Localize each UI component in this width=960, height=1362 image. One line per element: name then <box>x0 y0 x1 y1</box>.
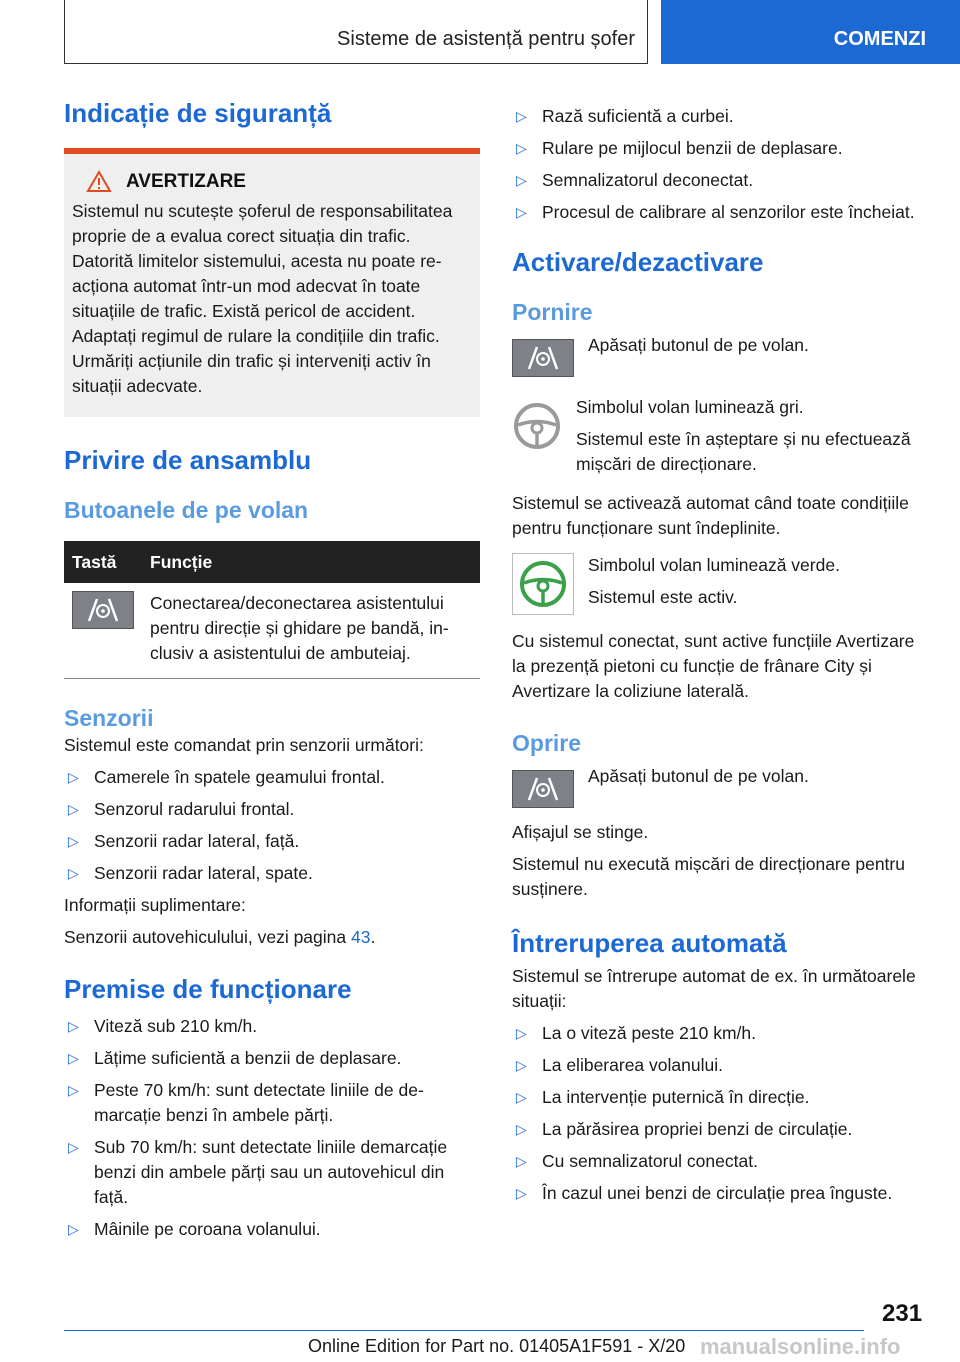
sensors-reference: Senzorii autovehiculului, vezi pagina 43. <box>64 927 376 947</box>
stop-row <box>512 764 926 808</box>
steering-lane-icon <box>523 345 563 371</box>
prereq-list-continued <box>512 104 926 225</box>
list-item: ▷ Cu semnalizatorul conectat. <box>512 1149 926 1174</box>
heading-stop: Oprire <box>512 730 582 756</box>
bullet-triangle-icon: ▷ <box>516 172 527 188</box>
table-header-key: Tastă <box>64 541 142 583</box>
bullet-triangle-icon: ▷ <box>516 1025 527 1041</box>
list-item: ▷ La o viteză peste 210 km/h. <box>512 1021 926 1046</box>
bullet-triangle-icon: ▷ <box>68 865 79 881</box>
page-link[interactable]: 43 <box>351 927 371 947</box>
list-item: ▷ Senzorii radar lateral, față. <box>64 829 480 854</box>
bullet-triangle-icon: ▷ <box>516 108 527 124</box>
lane-assist-button-icon <box>512 339 574 377</box>
gray-steering-wheel-icon <box>512 395 562 457</box>
page-number: 231 <box>882 1300 923 1327</box>
green-text-1: Simbolul volan luminează verde. <box>588 555 840 575</box>
list-item: ▷ Sub 70 km/h: sunt detectate liniile demarcație benzi din ambele părți sau un autovehicul din față. <box>68 1137 448 1207</box>
bullet-triangle-icon: ▷ <box>68 1221 79 1237</box>
header-tab-comenzi[interactable] <box>661 0 960 64</box>
warning-text: Sistemul nu scutește șoferul de responsabilitatea proprie de a evalua corect situația din trafic. Datorită limitelor sistemului, acesta nu poate reacționa automat într-un mod adecvat în toate situațiile de trafic. Există pericol de accident. Adaptați regimul de rulare la condițiile din trafic. Urmăriți acțiunile din trafic și interveniți activ în situații adecvate. <box>72 201 453 396</box>
auto-interrupt-list <box>512 1021 926 1206</box>
bullet-triangle-icon: ▷ <box>516 1121 527 1137</box>
list-item: ▷ Viteză sub 210 km/h. <box>64 1014 480 1039</box>
bullet-triangle-icon: ▷ <box>516 1057 527 1073</box>
prereq-list <box>64 1014 480 1242</box>
heading-activate: Activare/dezactivare <box>512 247 764 277</box>
warning-triangle-icon <box>86 170 112 193</box>
bullet-triangle-icon: ▷ <box>68 1139 79 1155</box>
heading-safety: Indicație de siguranță <box>64 98 332 128</box>
footer-edition: Online Edition for Part no. 01405A1F591 - X/20 <box>308 1336 686 1356</box>
bullet-triangle-icon: ▷ <box>68 769 79 785</box>
list-item: ▷ Rază suficientă a curbei. <box>512 104 926 129</box>
bullet-triangle-icon: ▷ <box>68 1050 79 1066</box>
table-header-row <box>64 541 480 583</box>
list-item: ▷ În cazul unei benzi de circulație prea înguste. <box>512 1181 926 1206</box>
bullet-triangle-icon: ▷ <box>516 1185 527 1201</box>
green-text-2: Sistemul este activ. <box>588 587 738 607</box>
gray-text-1: Simbolul volan luminează gri. <box>576 397 804 417</box>
bullet-triangle-icon: ▷ <box>68 833 79 849</box>
bullet-triangle-icon: ▷ <box>516 140 527 156</box>
table-row <box>64 583 480 679</box>
list-item: ▷ Camerele în spatele geamului frontal. <box>64 765 480 790</box>
header-tab-label: COMENZI <box>833 28 926 50</box>
sensors-list <box>64 765 480 886</box>
buttons-table <box>64 541 480 679</box>
more-info-label: Informații suplimentare: <box>64 895 246 915</box>
list-item: ▷ Lățime suficientă a benzii de deplasare. <box>64 1046 480 1071</box>
start-press-text: Apăsați butonul de pe volan. <box>588 335 809 355</box>
list-item: ▷ Semnalizatorul deconectat. <box>512 168 926 193</box>
list-item: ▷ Senzorul radarului frontal. <box>64 797 480 822</box>
lane-assist-button-icon <box>72 591 134 629</box>
list-item: ▷ La intervenție puternică în direcție. <box>512 1085 926 1110</box>
bullet-triangle-icon: ▷ <box>68 1082 79 1098</box>
bullet-triangle-icon: ▷ <box>68 1018 79 1034</box>
footer-divider <box>64 1330 864 1331</box>
heading-start: Pornire <box>512 299 593 325</box>
list-item: ▷ Senzorii radar lateral, spate. <box>64 861 480 886</box>
start-row <box>512 333 926 377</box>
heading-auto-interrupt: Întreruperea automată <box>512 928 787 958</box>
warning-title: AVERTIZARE <box>126 170 246 192</box>
heading-prerequisites: Premise de funcționare <box>64 974 352 1004</box>
list-item: ▷ La eliberarea volanului. <box>512 1053 926 1078</box>
list-item: ▷ Peste 70 km/h: sunt detectate liniile de demarcație benzi în ambele părți. <box>68 1080 424 1125</box>
gray-text-2: Sistemul este în așteptare și nu efectuează mișcări de direcționare. <box>576 429 911 474</box>
warning-box <box>64 148 480 417</box>
connected-text: Cu sistemul conectat, sunt active funcțiile Avertizare la prezență pietoni cu funcție de frânare City și Avertizare la coliziune laterală. <box>512 631 915 701</box>
left-column <box>64 96 480 1249</box>
table-row-function: Conectarea/deconectarea asistentului pentru direcție și ghidare pe bandă, inclusiv a asistentului de ambuteiaj. <box>142 583 480 679</box>
right-column <box>512 104 926 1213</box>
watermark: manualsonline.info <box>700 1334 901 1359</box>
bullet-triangle-icon: ▷ <box>516 1153 527 1169</box>
auto-activate-text: Sistemul se activează automat când toate condițiile pentru funcționare sunt îndeplinite. <box>512 493 909 538</box>
stop-press-text: Apăsați butonul de pe volan. <box>588 766 809 786</box>
bullet-triangle-icon: ▷ <box>516 204 527 220</box>
lane-assist-button-icon <box>512 770 574 808</box>
steering-lane-icon <box>83 597 123 623</box>
gray-wheel-row <box>512 395 926 477</box>
bullet-triangle-icon: ▷ <box>516 1089 527 1105</box>
green-wheel-row <box>512 553 926 615</box>
auto-intro-text: Sistemul se întrerupe automat de ex. în următoarele situații: <box>512 966 916 1011</box>
header-section-box <box>64 0 648 64</box>
heading-sensors: Senzorii <box>64 705 154 731</box>
heading-buttons: Butoanele de pe volan <box>64 497 309 523</box>
green-steering-wheel-icon <box>512 553 574 615</box>
bullet-triangle-icon: ▷ <box>68 801 79 817</box>
display-off-text: Afișajul se stinge. <box>512 822 649 842</box>
steering-lane-icon <box>523 776 563 802</box>
list-item: ▷ Procesul de calibrare al senzorilor este încheiat. <box>512 200 926 225</box>
list-item: ▷ Rulare pe mijlocul benzii de deplasare. <box>512 136 926 161</box>
header-section-title: Sisteme de asistență pentru șofer <box>337 28 635 50</box>
sensors-intro: Sistemul este comandat prin senzorii următori: <box>64 735 424 755</box>
no-support-text: Sistemul nu execută mișcări de direcționare pentru susținere. <box>512 854 905 899</box>
heading-overview: Privire de ansamblu <box>64 445 312 475</box>
table-header-function: Funcție <box>142 541 480 583</box>
list-item: ▷ Mâinile pe coroana volanului. <box>64 1217 480 1242</box>
list-item: ▷ La părăsirea propriei benzi de circulație. <box>512 1117 926 1142</box>
